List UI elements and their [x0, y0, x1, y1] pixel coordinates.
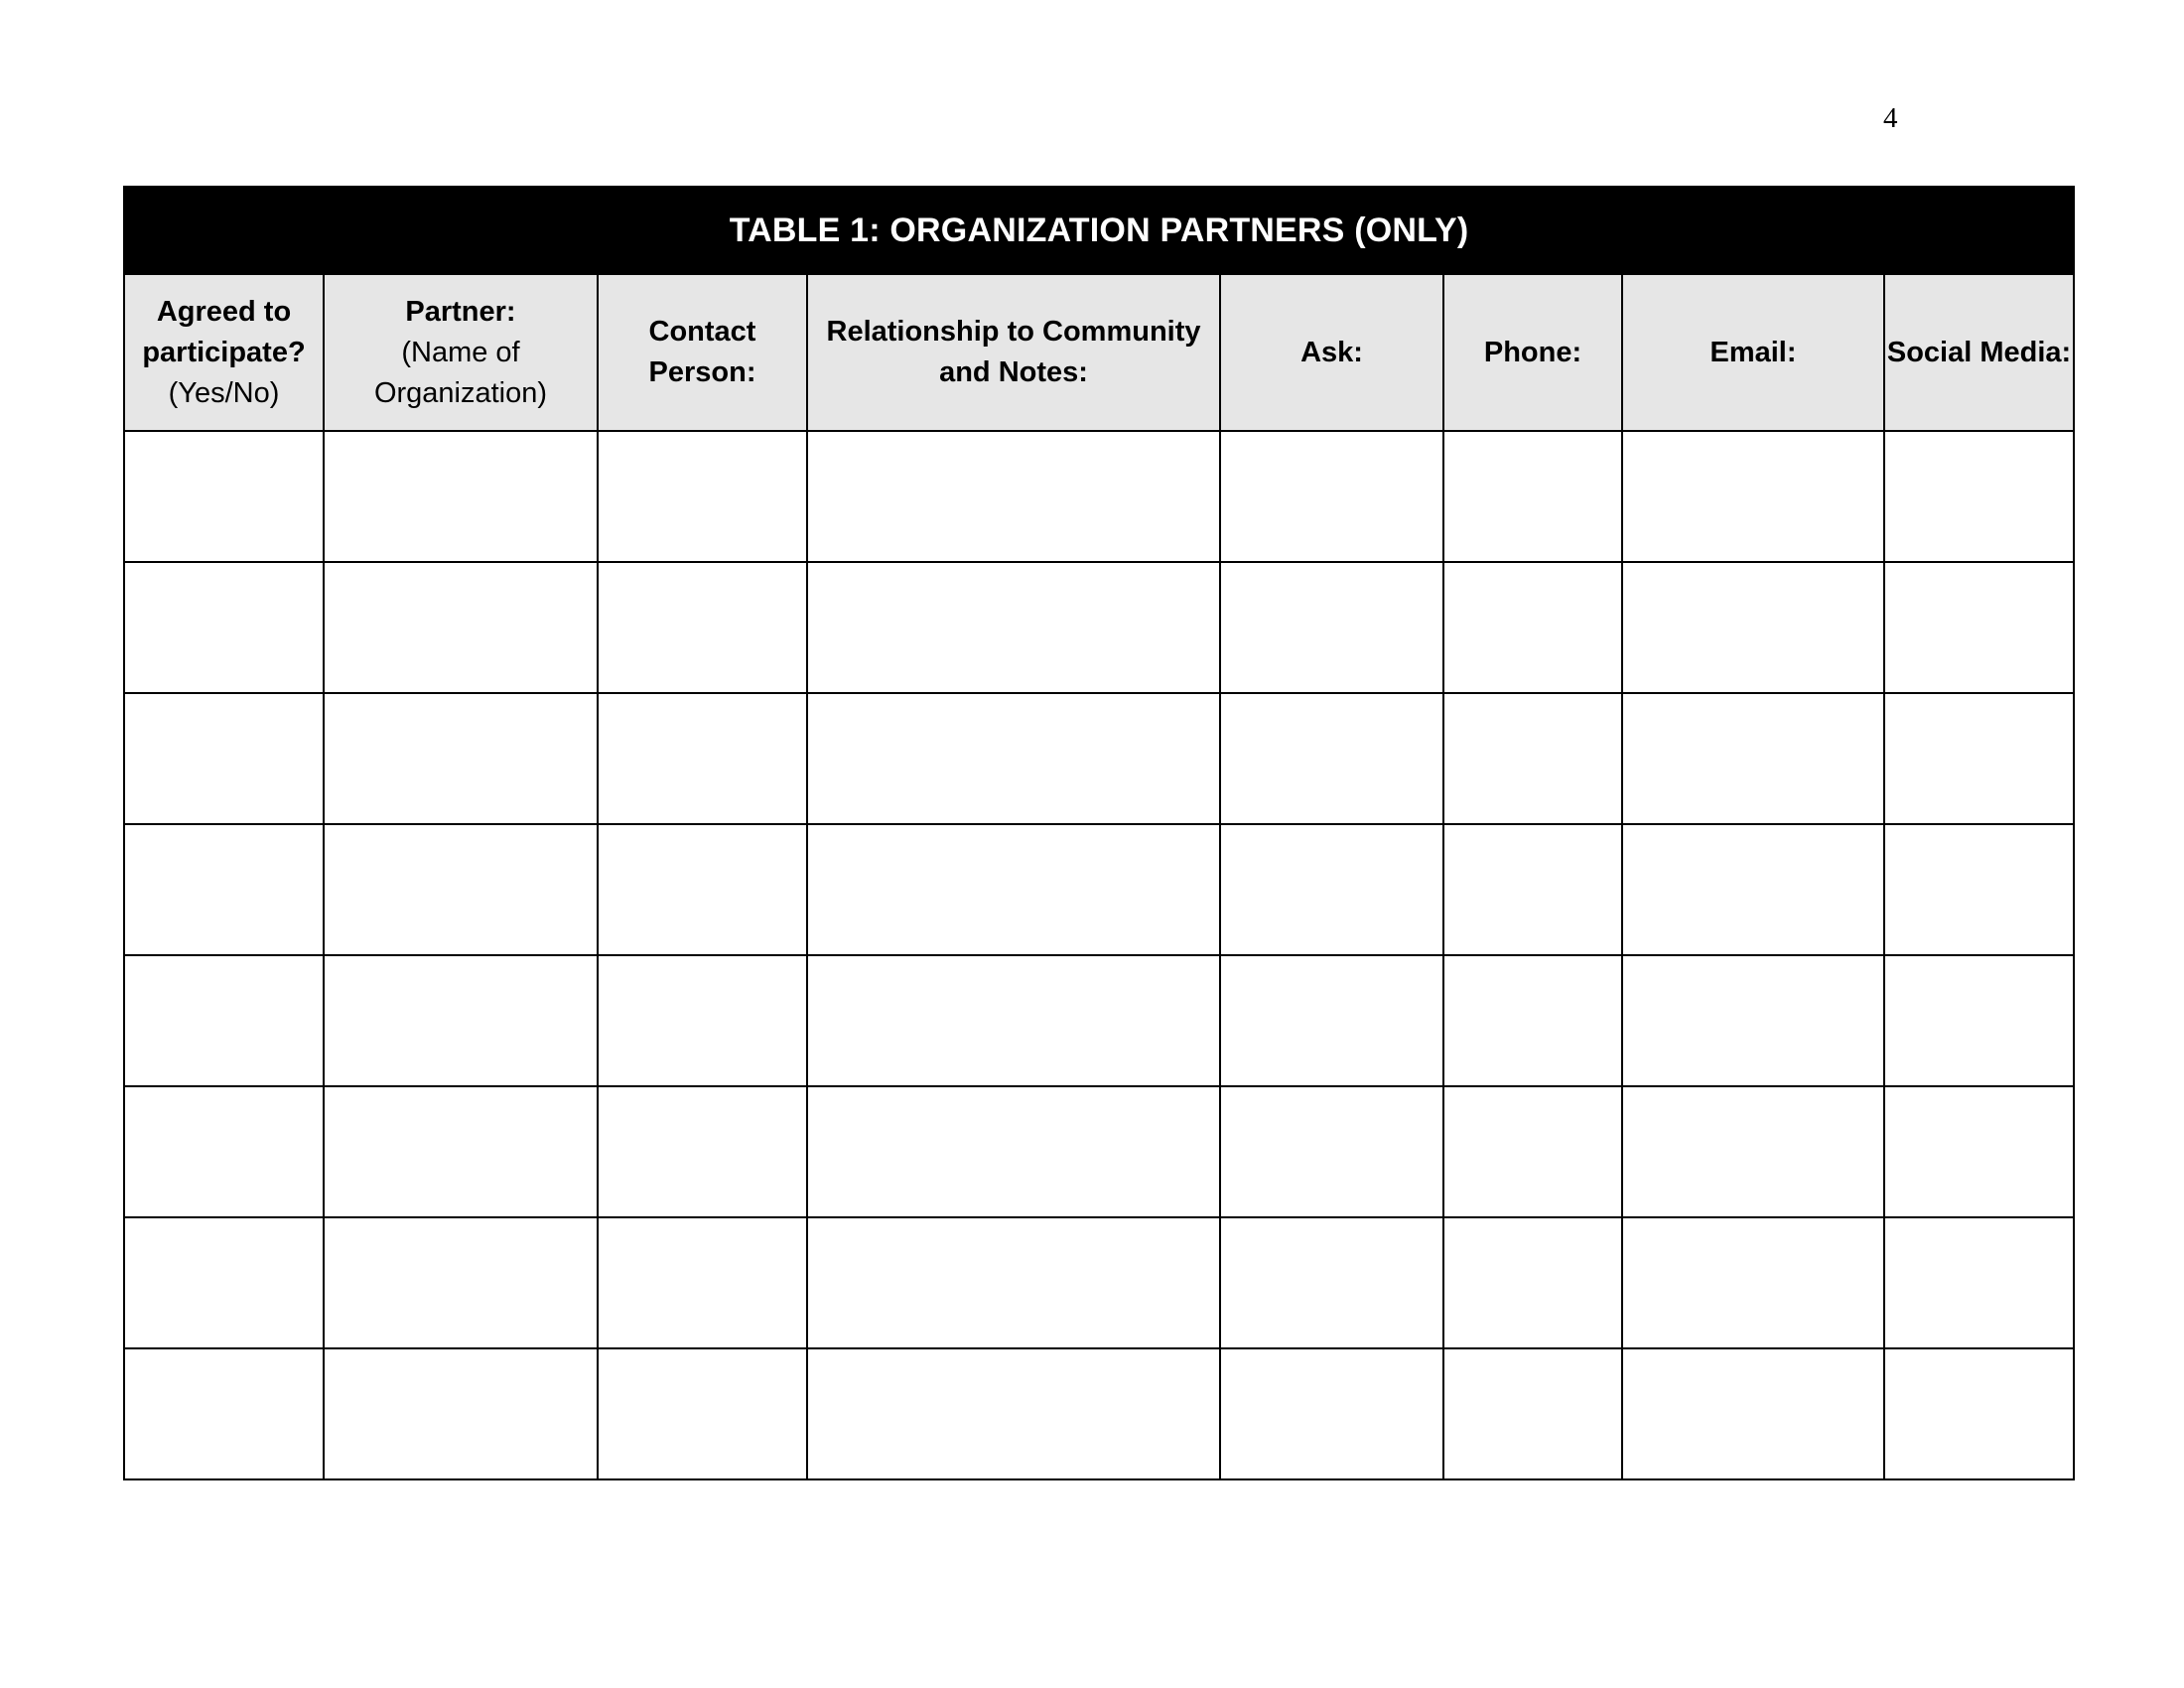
table-cell[interactable] — [1622, 431, 1884, 562]
table-cell[interactable] — [1220, 955, 1443, 1086]
table-cell[interactable] — [1884, 824, 2074, 955]
table-cell[interactable] — [124, 824, 324, 955]
column-header-sublabel: (Name of Organization) — [373, 336, 548, 409]
column-header-label: Ask: — [1300, 336, 1363, 368]
page-number: 4 — [1883, 102, 1898, 134]
column-header-contact-person — [598, 274, 807, 431]
table-cell[interactable] — [124, 693, 324, 824]
table-cell[interactable] — [1622, 955, 1884, 1086]
table-cell[interactable] — [1220, 431, 1443, 562]
table-cell[interactable] — [1443, 562, 1622, 693]
table-row — [124, 1086, 2074, 1217]
table-row — [124, 1217, 2074, 1348]
table-cell[interactable] — [598, 1217, 807, 1348]
table-cell[interactable] — [598, 693, 807, 824]
column-header-ask — [1220, 274, 1443, 431]
table-cell[interactable] — [1884, 955, 2074, 1086]
table-cell[interactable] — [807, 562, 1220, 693]
column-header-label: Partner: — [405, 295, 516, 328]
table-cell[interactable] — [1443, 955, 1622, 1086]
table-cell[interactable] — [1884, 1348, 2074, 1479]
table-cell[interactable] — [598, 431, 807, 562]
column-header-phone — [1443, 274, 1622, 431]
table-cell[interactable] — [124, 955, 324, 1086]
table-cell[interactable] — [324, 562, 598, 693]
table-cell[interactable] — [1622, 1348, 1884, 1479]
column-header-partner — [324, 274, 598, 431]
column-header-label: Phone: — [1483, 336, 1582, 368]
table-cell[interactable] — [324, 955, 598, 1086]
table-title-row — [124, 187, 2074, 274]
table-cell[interactable] — [598, 1086, 807, 1217]
table-cell[interactable] — [1443, 431, 1622, 562]
table-cell[interactable] — [324, 824, 598, 955]
table-cell[interactable] — [1220, 1348, 1443, 1479]
column-header-sublabel: (Yes/No) — [168, 376, 280, 409]
table-cell[interactable] — [807, 431, 1220, 562]
table-cell[interactable] — [598, 824, 807, 955]
table-row — [124, 693, 2074, 824]
column-header-label: Email: — [1709, 336, 1797, 368]
table-cell[interactable] — [324, 1217, 598, 1348]
table-cell[interactable] — [1622, 1086, 1884, 1217]
column-header-label: Social Media: — [1886, 336, 2072, 368]
table-row — [124, 955, 2074, 1086]
column-header-label: Contact Person: — [648, 316, 756, 388]
table-cell[interactable] — [598, 562, 807, 693]
table-cell[interactable] — [1220, 1086, 1443, 1217]
table-cell[interactable] — [1622, 824, 1884, 955]
table-cell[interactable] — [124, 562, 324, 693]
table-cell[interactable] — [1622, 562, 1884, 693]
table-cell[interactable] — [124, 1086, 324, 1217]
table-cell[interactable] — [598, 1348, 807, 1479]
table-cell[interactable] — [124, 1348, 324, 1479]
column-header-agreed — [124, 274, 324, 431]
column-header-label: Relationship to Community and Notes: — [826, 316, 1201, 388]
table-cell[interactable] — [1220, 562, 1443, 693]
table-cell[interactable] — [124, 1217, 324, 1348]
table-row — [124, 431, 2074, 562]
table-cell[interactable] — [807, 1348, 1220, 1479]
table-cell[interactable] — [324, 693, 598, 824]
table-cell[interactable] — [598, 955, 807, 1086]
table-header-row — [124, 274, 2074, 431]
table-cell[interactable] — [1443, 824, 1622, 955]
table-title: TABLE 1: ORGANIZATION PARTNERS (ONLY) — [124, 187, 2074, 274]
table-cell[interactable] — [807, 824, 1220, 955]
table-cell[interactable] — [807, 955, 1220, 1086]
column-header-relationship — [807, 274, 1220, 431]
table-cell[interactable] — [1622, 693, 1884, 824]
organization-partners-table — [123, 186, 2075, 1480]
table-row — [124, 824, 2074, 955]
column-header-label: Agreed to participate? — [142, 295, 306, 368]
table-cell[interactable] — [1443, 1086, 1622, 1217]
table-cell[interactable] — [1443, 1348, 1622, 1479]
table-cell[interactable] — [1884, 693, 2074, 824]
table-cell[interactable] — [1220, 693, 1443, 824]
table-cell[interactable] — [1220, 824, 1443, 955]
table-cell[interactable] — [1443, 693, 1622, 824]
table-cell[interactable] — [1220, 1217, 1443, 1348]
column-header-social-media — [1884, 274, 2074, 431]
table-body — [124, 431, 2074, 1479]
table-cell[interactable] — [324, 1086, 598, 1217]
table-cell[interactable] — [807, 1086, 1220, 1217]
table-cell[interactable] — [124, 431, 324, 562]
table-row — [124, 562, 2074, 693]
table-cell[interactable] — [1884, 1217, 2074, 1348]
table-cell[interactable] — [1884, 431, 2074, 562]
table-cell[interactable] — [1622, 1217, 1884, 1348]
table-cell[interactable] — [1443, 1217, 1622, 1348]
table-row — [124, 1348, 2074, 1479]
column-header-email — [1622, 274, 1884, 431]
table-cell[interactable] — [807, 693, 1220, 824]
table-cell[interactable] — [324, 431, 598, 562]
table-cell[interactable] — [807, 1217, 1220, 1348]
table-cell[interactable] — [1884, 562, 2074, 693]
table-cell[interactable] — [324, 1348, 598, 1479]
table-cell[interactable] — [1884, 1086, 2074, 1217]
